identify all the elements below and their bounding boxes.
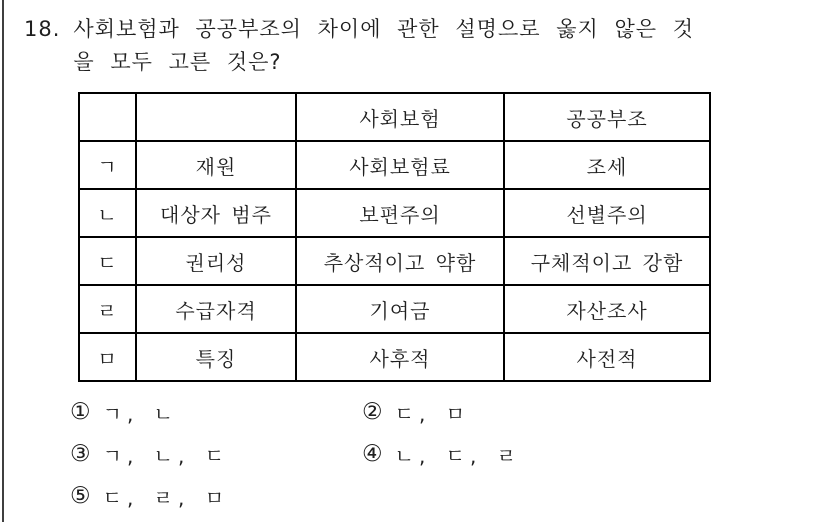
cell-social-insurance: 추상적이고 약함 — [296, 237, 504, 285]
answer-option-1[interactable] — [70, 400, 362, 425]
row-category: 권리성 — [136, 237, 296, 285]
option-1-number-icon: ① — [70, 399, 91, 425]
table-header-row — [79, 93, 710, 141]
table-row — [79, 141, 710, 189]
answer-option-5[interactable] — [70, 484, 362, 509]
row-key: ㄹ — [79, 285, 136, 333]
option-1-label: ㄱ, ㄴ — [102, 402, 178, 426]
row-category: 대상자 범주 — [136, 189, 296, 237]
header-cell-public-assistance: 공공부조 — [504, 93, 710, 141]
answer-option-2[interactable] — [362, 400, 521, 425]
option-4-number-icon: ④ — [362, 441, 383, 467]
row-category: 수급자격 — [136, 285, 296, 333]
row-category: 재원 — [136, 141, 296, 189]
cell-public-assistance: 조세 — [504, 141, 710, 189]
question-text-line-1: 사회보험과 공공부조의 차이에 관한 설명으로 옳지 않은 것 — [73, 17, 694, 41]
answer-option-4[interactable] — [362, 442, 521, 467]
cell-public-assistance: 자산조사 — [504, 285, 710, 333]
row-key: ㄷ — [79, 237, 136, 285]
question-number: 18. — [24, 17, 61, 41]
cell-social-insurance: 사회보험료 — [296, 141, 504, 189]
row-key: ㄱ — [79, 141, 136, 189]
question-text — [73, 13, 694, 79]
row-key: ㅁ — [79, 333, 136, 381]
question-block — [24, 13, 694, 79]
table-row — [79, 237, 710, 285]
row-category: 특징 — [136, 333, 296, 381]
table-row — [79, 189, 710, 237]
header-cell-social-insurance: 사회보험 — [296, 93, 504, 141]
page-left-border — [2, 0, 4, 522]
cell-public-assistance: 선별주의 — [504, 189, 710, 237]
cell-public-assistance: 사전적 — [504, 333, 710, 381]
question-text-line-2: 을 모두 고른 것은? — [73, 50, 282, 74]
header-cell-blank-key — [79, 93, 136, 141]
cell-public-assistance: 구체적이고 강함 — [504, 237, 710, 285]
table-row — [79, 285, 710, 333]
answer-options — [70, 400, 521, 509]
option-3-number-icon: ③ — [70, 441, 91, 467]
comparison-table — [78, 92, 711, 382]
cell-social-insurance: 사후적 — [296, 333, 504, 381]
row-key: ㄴ — [79, 189, 136, 237]
option-3-label: ㄱ, ㄴ, ㄷ — [102, 444, 230, 468]
cell-social-insurance: 기여금 — [296, 285, 504, 333]
option-2-label: ㄷ, ㅁ — [394, 402, 470, 426]
cell-social-insurance: 보편주의 — [296, 189, 504, 237]
answer-option-3[interactable] — [70, 442, 362, 467]
option-2-number-icon: ② — [362, 399, 383, 425]
option-5-label: ㄷ, ㄹ, ㅁ — [102, 486, 230, 510]
header-cell-blank-category — [136, 93, 296, 141]
option-5-number-icon: ⑤ — [70, 483, 91, 509]
table-row — [79, 333, 710, 381]
option-4-label: ㄴ, ㄷ, ㄹ — [394, 444, 522, 468]
